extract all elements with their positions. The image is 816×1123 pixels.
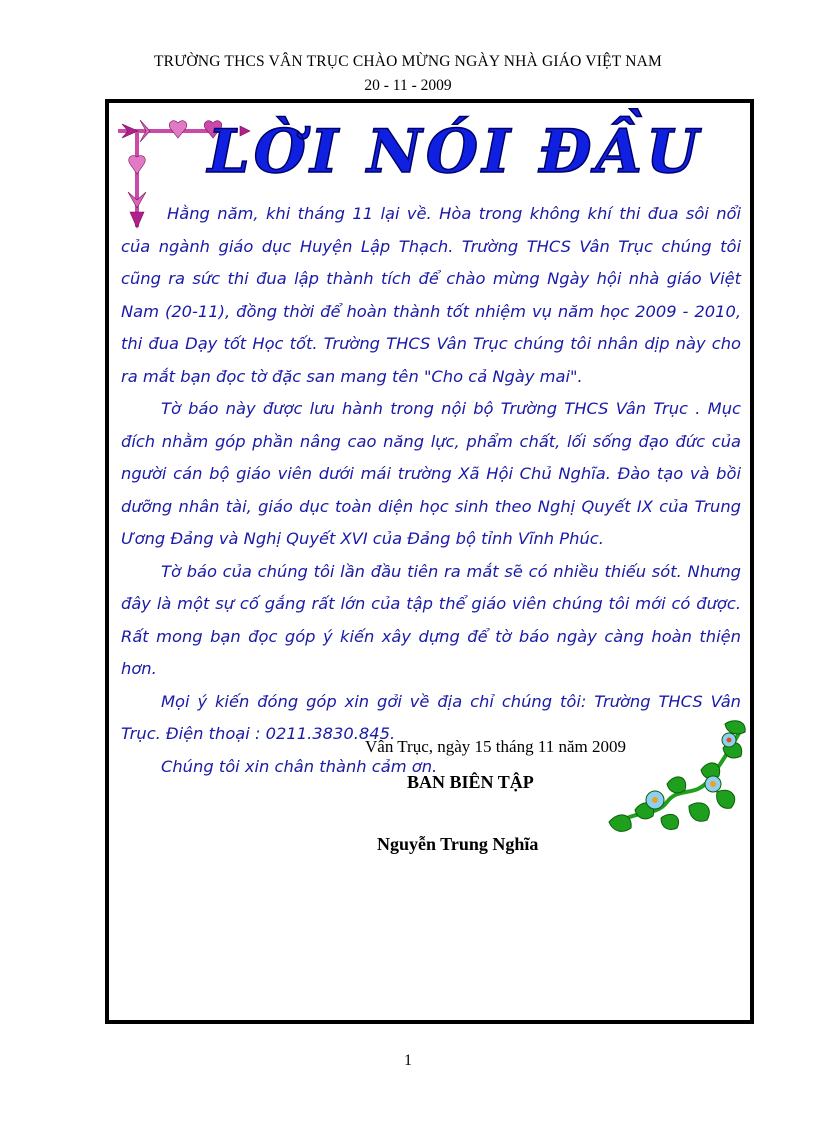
title-text: LỜI NÓI ĐẦU (207, 117, 703, 187)
signature-title: BAN BIÊN TẬP (407, 772, 534, 792)
paragraph-first-issue: Tờ báo của chúng tôi lần đầu tiên ra mắt sẽ có nhiều thiếu sót. Nhưng đây là một sự cố gắng rất lớn của tập thể giáo viên chúng tôi mới có được. Rất mong bạn đọc góp ý kiến xây dựng để tờ báo ngày càng hoàn thiện hơn. (121, 561, 741, 678)
header-title: TRƯỜNG THCS VÂN TRỤC CHÀO MỪNG NGÀY NHÀ GIÁO VIỆT NAM (154, 53, 662, 70)
paragraph-purpose: Tờ báo này được lưu hành trong nội bộ Trường THCS Vân Trục . Mục đích nhằm góp phần nâng cao năng lực, phẩm chất, lối sống đạo đức của người cán bộ giáo viên dưới mái trường Xã Hội Chủ Nghĩa. Đào tạo và bồi dưỡng nhân tài, giáo dục toàn diện học sinh theo Nghị Quyết IX của Trung Ương Đảng và Nghị Quyết XVI của Đảng bộ tỉnh Vĩnh Phúc. (121, 399, 741, 548)
header-date: 20 - 11 - 2009 (364, 77, 452, 94)
page-title (207, 106, 703, 196)
author-name: Nguyễn Trung Nghĩa (377, 834, 539, 854)
place-date: Vân Trục, ngày 15 tháng 11 năm 2009 (365, 737, 626, 756)
paragraph-thanks: Chúng tôi xin chân thành cảm ơn. (161, 756, 438, 776)
page-number: 1 (404, 1052, 412, 1069)
body-text (121, 198, 741, 783)
paragraph-contact: Mọi ý kiến đóng góp xin gởi về địa chỉ chúng tôi: Trường THCS Vân Trục. Điện thoại : 0211.3830.845. (121, 691, 741, 743)
paragraph-intro: Hằng năm, khi tháng 11 lại về. Hòa trong không khí thi đua sôi nổi của ngành giáo dục Huyện Lập Thạch. Trường THCS Vân Trục chúng tôi cũng ra sức thi đua lập thành tích để chào mừng Ngày hội nhà giáo Việt Nam (20-11), đồng thời để hoàn thành tốt nhiệm vụ năm học 2009 - 2010, thi đua Dạy tốt Học tốt. Trường THCS Vân Trục chúng tôi nhân dịp này cho ra mắt bạn đọc tờ đặc san mang tên "Cho cả Ngày mai". (121, 204, 741, 386)
floral-vine-ornament-icon (605, 718, 750, 836)
